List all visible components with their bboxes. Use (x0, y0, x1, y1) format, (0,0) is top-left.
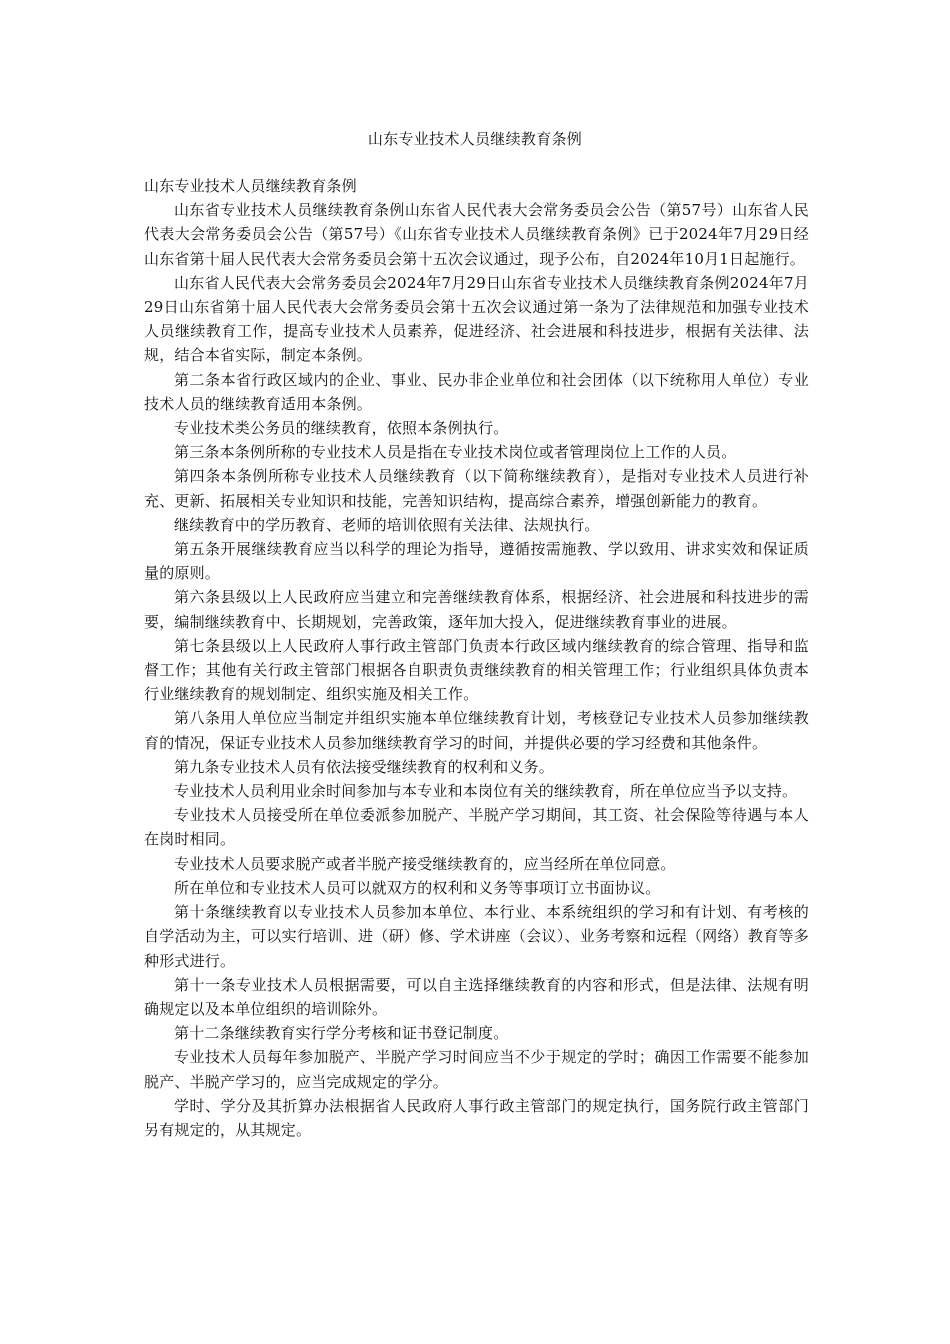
paragraph-article-12-credits: 学时、学分及其折算办法根据省人民政府人事行政主管部门的规定执行，国务院行政主管部门另有规定的，从其规定。 (144, 1096, 809, 1139)
paragraph-article-4-degree-education: 继续教育中的学历教育、老师的培训依照有关法律、法规执行。 (174, 515, 600, 534)
paragraph-article-11: 第十一条专业技术人员根据需要，可以自主选择继续教育的内容和形式，但是法律、法规有明确规定以及本单位组织的培训除外。 (144, 975, 809, 1018)
paragraph-article-9-salary: 专业技术人员接受所在单位委派参加脱产、半脱产学习期间，其工资、社会保险等待遇与本人在岗时相同。 (144, 806, 809, 849)
paragraph-article-2-civil-servants: 专业技术类公务员的继续教育，依照本条例执行。 (174, 419, 509, 438)
paragraph-article-2: 第二条本省行政区域内的企业、事业、民办非企业单位和社会团体（以下统称用人单位）专业技术人员的继续教育适用本条例。 (144, 370, 809, 413)
paragraph-article-7: 第七条县级以上人民政府人事行政主管部门负责本行政区域内继续教育的综合管理、指导和监督工作；其他有关行政主管部门根据各自职责负责继续教育的相关管理工作；行业组织具体负责本行业继续教育的规划制定、组织实施及相关工作。 (144, 636, 809, 704)
paragraph-article-1: 山东省人民代表大会常务委员会2024年7月29日山东省专业技术人员继续教育条例2024年7月29日山东省第十届人民代表大会常务委员会第十五次会议通过第一条为了法律规范和加强专业技术人员继续教育工作，提高专业技术人员素养，促进经济、社会进展和科技进步，根据有关法律、法规，结合本省实际，制定本条例。 (144, 273, 809, 365)
document-title: 山东专业技术人员继续教育条例 (367, 130, 583, 148)
paragraph-article-5: 第五条开展继续教育应当以科学的理论为指导，遵循按需施教、学以致用、讲求实效和保证质量的原则。 (144, 540, 809, 583)
paragraph-article-9-spare-time: 专业技术人员利用业余时间参加与本专业和本岗位有关的继续教育，所在单位应当予以支持。 (174, 782, 798, 801)
paragraph-article-9-agreement: 所在单位和专业技术人员可以就双方的权利和义务等事项订立书面协议。 (174, 878, 661, 897)
paragraph-article-6: 第六条县级以上人民政府应当建立和完善继续教育体系，根据经济、社会进展和科技进步的需要，编制继续教育中、长期规划，完善政策，逐年加大投入，促进继续教育事业的进展。 (144, 588, 809, 631)
paragraph-announcement: 山东省专业技术人员继续教育条例山东省人民代表大会常务委员会公告（第57号）山东省人民代表大会常务委员会公告（第57号）《山东省专业技术人员继续教育条例》已于2024年7月29日经山东省第十届人民代表大会常务委员会第十五次会议通过，现予公布，自2024年10月1日起施行。 (144, 201, 809, 268)
paragraph-article-3: 第三条本条例所称的专业技术人员是指在专业技术岗位或者管理岗位上工作的人员。 (174, 443, 737, 462)
paragraph-article-9: 第九条专业技术人员有依法接受继续教育的权利和义务。 (174, 757, 555, 776)
paragraph-article-9-consent: 专业技术人员要求脱产或者半脱产接受继续教育的，应当经所在单位同意。 (174, 854, 676, 873)
document-subtitle: 山东专业技术人员继续教育条例 (144, 177, 357, 195)
paragraph-article-10: 第十条继续教育以专业技术人员参加本单位、本行业、本系统组织的学习和有计划、有考核的自学活动为主，可以实行培训、进（研）修、学术讲座（会议）、业务考察和远程（网络）教育等多种形式进行。 (144, 903, 809, 970)
document-body (144, 174, 809, 1142)
paragraph-article-4: 第四条本条例所称专业技术人员继续教育（以下简称继续教育），是指对专业技术人员进行补充、更新、拓展相关专业知识和技能，完善知识结构，提高综合素养，增强创新能力的教育。 (144, 467, 809, 510)
paragraph-article-12: 第十二条继续教育实行学分考核和证书登记制度。 (174, 1024, 509, 1043)
paragraph-article-12-hours: 专业技术人员每年参加脱产、半脱产学习时间应当不少于规定的学时；确因工作需要不能参加脱产、半脱产学习的，应当完成规定的学分。 (144, 1048, 809, 1091)
paragraph-article-8: 第八条用人单位应当制定并组织实施本单位继续教育计划，考核登记专业技术人员参加继续教育的情况，保证专业技术人员参加继续教育学习的时间，并提供必要的学习经费和其他条件。 (144, 709, 809, 752)
